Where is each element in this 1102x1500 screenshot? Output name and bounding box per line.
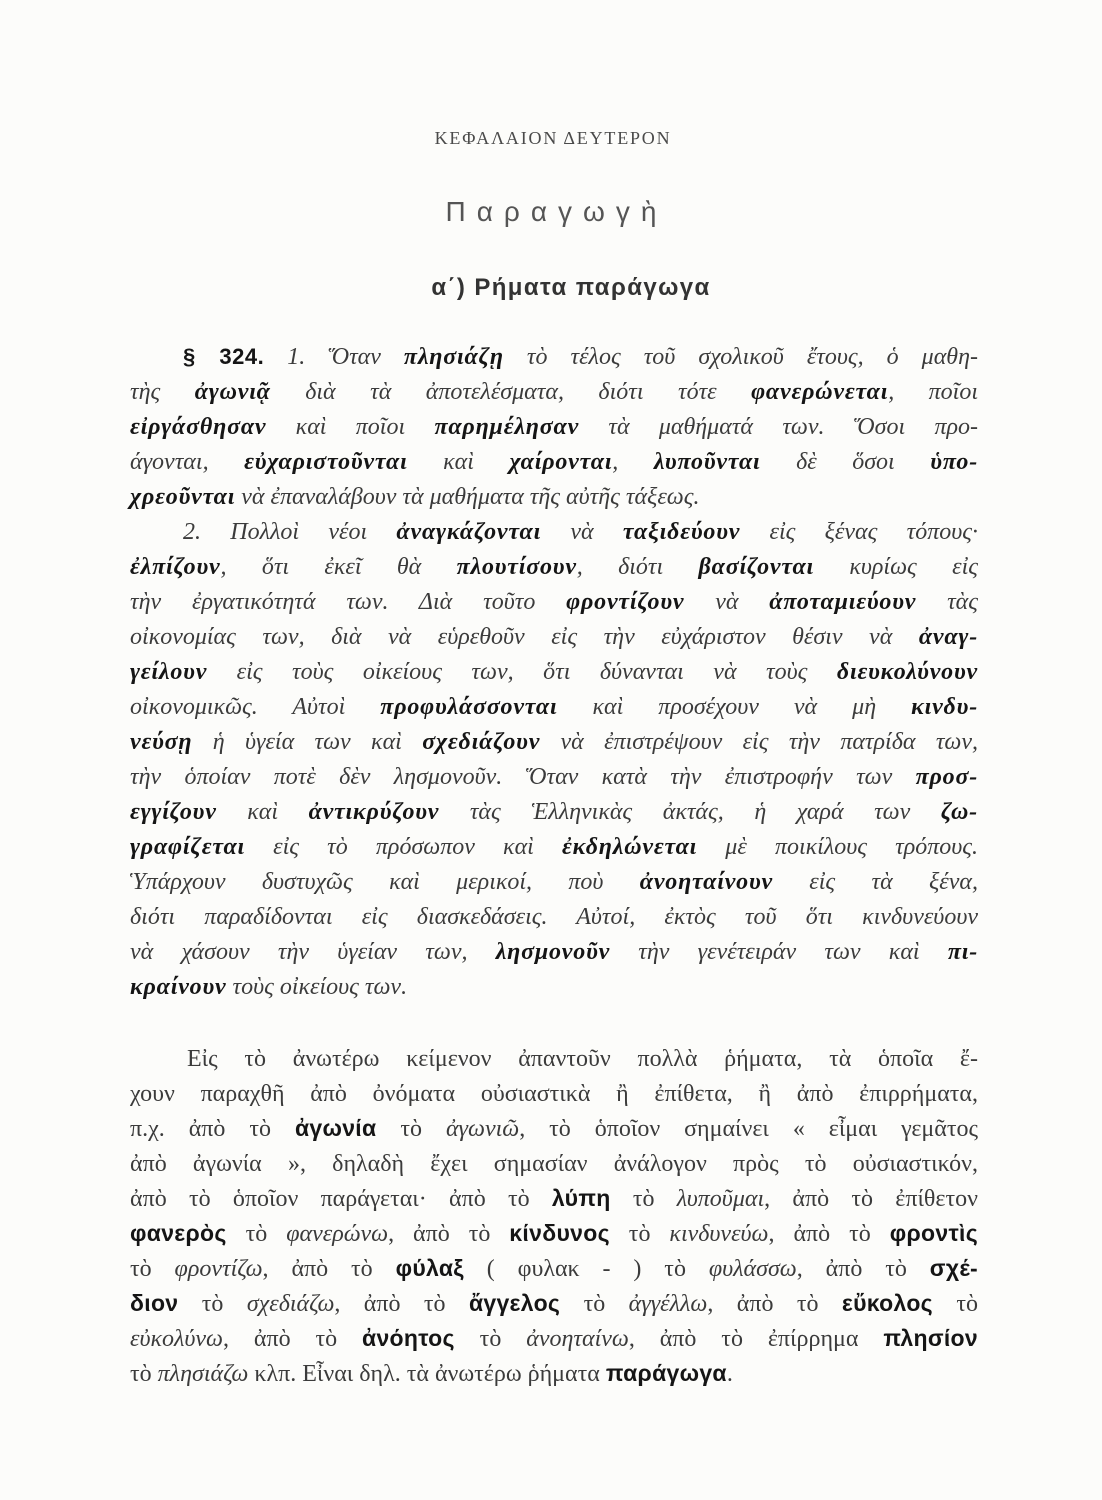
root-word: φανερὸς: [130, 1220, 227, 1246]
text-run: άγονται,: [130, 449, 245, 475]
root-word: διον: [130, 1290, 179, 1316]
root-word: ἀγωνία: [294, 1115, 377, 1141]
derived-verb: λυποῦμαι: [676, 1186, 765, 1212]
text-run: , ἀπὸ τὸ: [388, 1221, 510, 1247]
text-run: καὶ ποῖοι: [266, 414, 435, 440]
text-run: τὸ: [932, 1291, 978, 1317]
subsection-heading: α΄) Ρήματα παράγωγα: [431, 274, 711, 301]
root-word: φύλαξ: [395, 1255, 464, 1281]
text-run: , ἀπὸ τὸ ἐπίρρημα: [628, 1326, 884, 1352]
text-run: τοὺς οἰκείους των.: [226, 974, 408, 1000]
emphasized-verb: εὐχαριστοῦνται: [244, 449, 408, 475]
text-run: καὶ: [216, 799, 309, 825]
text-run: τὴν γενέτειράν των καὶ: [610, 939, 948, 965]
emphasized-verb: κινδυ-: [911, 694, 978, 720]
emphasized-verb: χαίρονται: [509, 449, 613, 475]
text-run: ἀπὸ ἀγωνία », δηλαδὴ ἔχει σημασίαν ἀνάλογον πρὸς τὸ οὐσιαστικόν,: [130, 1151, 978, 1177]
text-run: τὴς: [130, 379, 195, 405]
derived-verb: σχεδιάζω: [246, 1291, 335, 1317]
text-run: χουν παραχθῆ ἀπὸ ὀνόματα οὐσιαστικὰ ἢ ἐπίθετα, ἢ ἀπὸ ἐπιρρήματα,: [130, 1081, 978, 1107]
text-run: εἰς τὰ ξένα,: [772, 869, 978, 895]
text-line: [130, 585, 978, 620]
text-line: [130, 1042, 978, 1077]
emphasized-verb: νεύσῃ: [130, 729, 193, 755]
text-line: [130, 410, 978, 445]
text-line: [130, 340, 978, 375]
emphasized-verb: ἀποταμιεύουν: [769, 589, 917, 615]
emphasized-verb: προφυλάσσονται: [380, 694, 558, 720]
text-line: [130, 900, 978, 935]
emphasized-verb: ὑπο-: [930, 449, 978, 475]
root-word: κίνδυνος: [509, 1220, 610, 1246]
text-run: Εἰς τὸ ἀνωτέρω κείμενον ἀπαντοῦν πολλὰ ῥήματα, τὰ ὁποῖα ἔ-: [187, 1046, 978, 1072]
text-run: εἰς τὸ πρόσωπον καὶ: [245, 834, 562, 860]
text-line: [130, 445, 978, 480]
text-run: π.χ. ἀπὸ τὸ: [130, 1116, 295, 1142]
text-line: [130, 690, 978, 725]
derived-verb: εὐκολύνω: [130, 1326, 223, 1352]
section-title: Παραγωγὴ: [445, 196, 668, 227]
section-number: § 324.: [183, 344, 265, 369]
emphasized-verb: λησμονοῦν: [495, 939, 611, 965]
emphasized-verb: κραίνουν: [130, 974, 227, 1000]
root-word: παράγωγα: [605, 1360, 727, 1386]
emphasized-verb: εγγίζουν: [130, 799, 217, 825]
emphasized-verb: ταξιδεύουν: [622, 519, 741, 545]
text-line: [130, 1217, 978, 1252]
text-run: τὸ: [130, 1361, 158, 1387]
emphasized-verb: παρημέλησαν: [434, 414, 580, 440]
root-word: εὔκολος: [841, 1290, 933, 1316]
text-line: [130, 515, 978, 550]
derived-verb: ἀγγέλλω: [628, 1291, 708, 1317]
emphasized-verb: βασίζονται: [698, 554, 815, 580]
text-run: οἰκονομικῶς. Αὐτοὶ: [130, 694, 381, 720]
emphasized-verb: σχεδιάζουν: [422, 729, 541, 755]
text-run: τὸ: [178, 1291, 247, 1317]
text-run: καὶ προσέχουν νὰ μὴ: [557, 694, 912, 720]
text-run: τὰ μαθήματά των. Ὅσοι προ-: [579, 414, 978, 440]
emphasized-verb: ἐλπίζουν: [130, 554, 221, 580]
text-run: νὰ: [684, 589, 770, 615]
text-line: [130, 1287, 978, 1322]
text-run: , ἀπὸ τὸ: [796, 1256, 930, 1282]
text-run: νὰ ἐπαναλάβουν τὰ μαθήματα τῆς αὐτῆς τάξεως.: [235, 484, 700, 510]
emphasized-verb: γείλουν: [130, 659, 208, 685]
emphasized-verb: ἀγωνιᾷ: [194, 379, 271, 405]
text-line: [130, 830, 978, 865]
text-run: , ἀπὸ τὸ: [334, 1291, 469, 1317]
text-run: διότι παραδίδονται εἰς διασκεδάσεις. Αὐτοί, ἐκτὸς τοῦ ὅτι κινδυνεύουν: [130, 904, 978, 930]
text-run: δὲ ὅσοι: [760, 449, 931, 475]
text-run: τὸ: [226, 1221, 287, 1247]
text-run: οἰκονομίας των, διὰ νὰ εὑρεθοῦν εἰς τὴν εὐχάριστον θέσιν νὰ: [130, 624, 919, 650]
text-run: , ἀπὸ τὸ: [223, 1326, 363, 1352]
text-line: [130, 760, 978, 795]
example-passage: [130, 340, 978, 1005]
emphasized-verb: φροντίζουν: [566, 589, 685, 615]
text-line: [130, 1147, 978, 1182]
text-run: καὶ: [407, 449, 510, 475]
derived-verb: φροντίζω: [174, 1256, 263, 1282]
emphasized-verb: χρεοῦνται: [130, 484, 236, 510]
text-run: μὲ ποικίλους τρόπους.: [697, 834, 978, 860]
text-run: τὸ: [610, 1186, 677, 1212]
text-run: νὰ χάσουν τὴν ὑγείαν των,: [130, 939, 496, 965]
emphasized-verb: ἀντικρύζουν: [308, 799, 440, 825]
text-run: , ἀπὸ τὸ: [707, 1291, 842, 1317]
text-line: [130, 480, 978, 515]
root-word: πλησίον: [883, 1325, 978, 1351]
text-line: [130, 1357, 978, 1392]
emphasized-verb: πλησιάζῃ: [403, 344, 504, 370]
root-word: ἄγγελος: [468, 1290, 561, 1316]
text-run: 1. Ὅταν: [264, 344, 404, 370]
emphasized-verb: ἐκδηλώνεται: [562, 834, 698, 860]
commentary-paragraph: [130, 1042, 978, 1392]
text-run: τὰς: [916, 589, 978, 615]
text-run: .: [726, 1361, 733, 1387]
text-line: [130, 1112, 978, 1147]
text-run: ἡ ὑγεία των καὶ: [192, 729, 423, 755]
text-run: ( φυλακ - ) τὸ: [463, 1256, 709, 1282]
text-line: [130, 1322, 978, 1357]
derived-verb: φανερώνω: [286, 1221, 389, 1247]
derived-verb: κινδυνεύω: [669, 1221, 769, 1247]
emphasized-verb: ζω-: [940, 799, 978, 825]
text-run: , ποῖοι: [888, 379, 979, 405]
emphasized-verb: ἀνοηταίνουν: [639, 869, 773, 895]
text-run: τὸ: [376, 1116, 446, 1142]
text-run: εἰς τοὺς οἰκείους των, ὅτι δύνανται νὰ τοὺς: [207, 659, 837, 685]
chapter-heading: ΚΕΦΑΛΑΙΟΝ ΔΕΥΤΕΡΟΝ: [434, 128, 672, 148]
text-line: [130, 725, 978, 760]
text-run: τὰς Ἑλληνικὰς ἀκτάς, ἡ χαρά των: [439, 799, 941, 825]
text-run: , ἀπὸ τὸ: [768, 1221, 890, 1247]
emphasized-verb: εἰργάσθησαν: [130, 414, 267, 440]
text-line: [130, 1182, 978, 1217]
derived-verb: ἀνοηταίνω: [526, 1326, 629, 1352]
text-run: τὸ τέλος τοῦ σχολικοῦ ἔτους, ὁ μαθη-: [503, 344, 978, 370]
emphasized-verb: πι-: [947, 939, 978, 965]
derived-verb: ἀγωνιῶ: [445, 1116, 520, 1142]
text-run: κυρίως εἰς: [814, 554, 978, 580]
root-word: ἀνόητος: [362, 1325, 455, 1351]
text-line: [130, 655, 978, 690]
emphasized-verb: φανερώνεται: [751, 379, 889, 405]
emphasized-verb: γραφίζεται: [130, 834, 246, 860]
text-run: Ὑπάρχουν δυστυχῶς καὶ μερικοί, ποὺ: [130, 869, 640, 895]
text-line: [130, 1077, 978, 1112]
root-word: σχέ-: [929, 1255, 978, 1281]
text-line: [130, 970, 978, 1005]
text-run: , ὅτι ἐκεῖ θὰ: [220, 554, 457, 580]
root-word: λύπη: [551, 1185, 611, 1211]
text-run: τὸ: [560, 1291, 629, 1317]
root-word: φροντὶς: [889, 1220, 978, 1246]
text-line: [130, 795, 978, 830]
emphasized-verb: πλουτίσουν: [456, 554, 577, 580]
text-line: [130, 865, 978, 900]
text-run: , ἀπὸ τὸ ἐπίθετον: [764, 1186, 979, 1212]
derived-verb: πλησιάζω: [157, 1361, 249, 1387]
text-run: εἰς ξένας τόπους·: [740, 519, 978, 545]
text-run: 2. Πολλοὶ νέοι: [183, 519, 397, 545]
emphasized-verb: ἀναγ-: [918, 624, 978, 650]
emphasized-verb: ἀναγκάζονται: [396, 519, 542, 545]
derived-verb: φυλάσσω: [708, 1256, 797, 1282]
text-run: τὸ: [454, 1326, 527, 1352]
text-run: , τὸ ὁποῖον σημαίνει « εἶμαι γεμᾶτος: [519, 1116, 979, 1142]
text-run: κλπ. Εἶναι δηλ. τὰ ἀνωτέρω ῥήματα: [248, 1361, 606, 1387]
text-line: [130, 620, 978, 655]
text-line: [130, 550, 978, 585]
text-run: , διότι: [576, 554, 699, 580]
text-run: , ἀπὸ τὸ: [262, 1256, 396, 1282]
text-run: τὸ: [609, 1221, 670, 1247]
text-line: [130, 1252, 978, 1287]
text-run: ἀπὸ τὸ ὁποῖον παράγεται· ἀπὸ τὸ: [130, 1186, 552, 1212]
emphasized-verb: προσ-: [915, 764, 978, 790]
emphasized-verb: λυποῦνται: [653, 449, 761, 475]
text-line: [130, 935, 978, 970]
text-run: τὸ: [130, 1256, 175, 1282]
text-run: τὴν ἐργατικότητά των. Διὰ τοῦτο: [130, 589, 567, 615]
emphasized-verb: διευκολύνουν: [836, 659, 978, 685]
text-run: ,: [612, 449, 654, 475]
text-run: τὴν ὁποίαν ποτὲ δὲν λησμονοῦν. Ὅταν κατὰ τὴν ἐπιστροφήν των: [130, 764, 916, 790]
text-run: νὰ: [541, 519, 623, 545]
text-run: νὰ ἐπιστρέψουν εἰς τὴν πατρίδα των,: [540, 729, 979, 755]
text-line: [130, 375, 978, 410]
text-run: διὰ τὰ ἀποτελέσματα, διότι τότε: [270, 379, 752, 405]
